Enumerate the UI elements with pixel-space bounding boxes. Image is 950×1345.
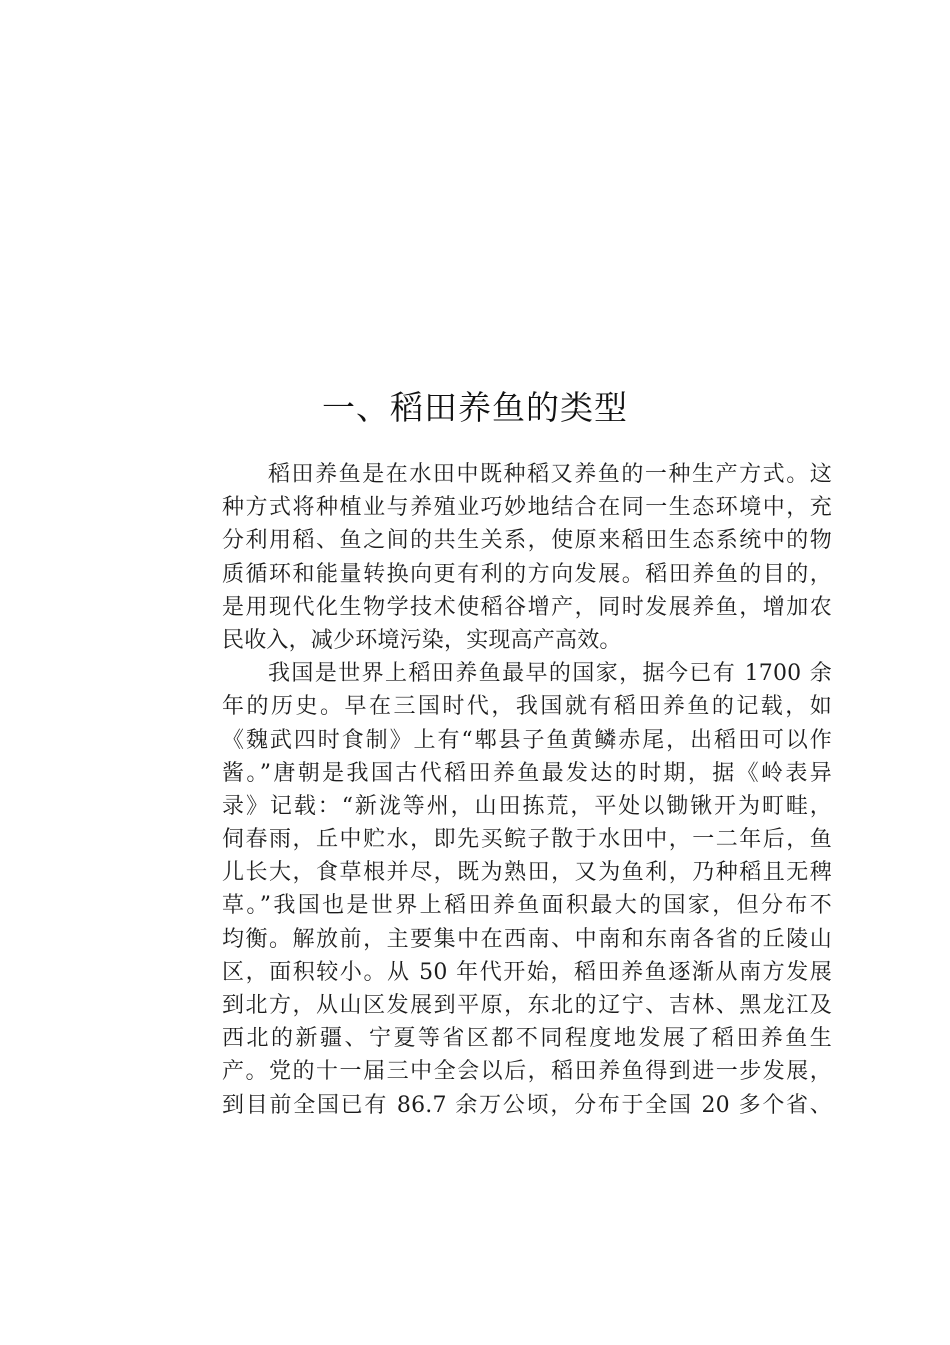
paragraph-2-line: 均衡。解放前，主要集中在西南、中南和东南各省的丘陵山: [222, 926, 832, 952]
paragraph-2-line: 产。党的十一届三中全会以后，稻田养鱼得到进一步发展，: [222, 1059, 832, 1085]
paragraph-2-line: 年的历史。早在三国时代，我国就有稻田养鱼的记载，如: [222, 694, 832, 720]
paragraph-2-line: 西北的新疆、宁夏等省区都不同程度地发展了稻田养鱼生: [222, 1026, 832, 1052]
paragraph-1-line: 质循环和能量转换向更有利的方向发展。稻田养鱼的目的，: [222, 561, 832, 587]
paragraph-1-line: 稻田养鱼是在水田中既种稻又养鱼的一种生产方式。这: [268, 462, 832, 487]
paragraph-2-line: 到目前全国已有 86.7 余万公顷，分布于全国 20 多个省、: [222, 1092, 832, 1118]
paragraph-2-line: 到北方，从山区发展到平原，东北的辽宁、吉林、黑龙江及: [222, 993, 832, 1018]
paragraph-2-line: 草。”我国也是世界上稻田养鱼面积最大的国家，但分布不: [222, 893, 832, 919]
paragraph-2-line: 酱。”唐朝是我国古代稻田养鱼最发达的时期，据《岭表异: [222, 760, 832, 786]
chapter-title: 一、稻田养鱼的类型: [322, 388, 628, 427]
paragraph-2-line: 伺春雨，丘中贮水，即先买鲩子散于水田中，一二年后，鱼: [222, 827, 832, 853]
paragraph-1-line: 民收入，减少环境污染，实现高产高效。: [222, 627, 622, 653]
paragraph-1-line: 种方式将种植业与养殖业巧妙地结合在同一生态环境中，充: [222, 495, 832, 521]
paragraph-2-line: 区，面积较小。从 50 年代开始，稻田养鱼逐渐从南方发展: [222, 959, 832, 985]
paragraph-1-line: 是用现代化生物学技术使稻谷增产，同时发展养鱼，增加农: [222, 594, 832, 620]
paragraph-1-line: 分利用稻、鱼之间的共生关系，使原来稻田生态系统中的物: [222, 528, 832, 554]
paragraph-2-line: 儿长大，食草根并尽，既为熟田，又为鱼利，乃种稻且无稗: [222, 860, 832, 886]
body-text: [222, 458, 832, 1122]
paragraph-2-line: 我国是世界上稻田养鱼最早的国家，据今已有 1700 余: [268, 661, 832, 687]
paragraph-2-line: 《魏武四时食制》上有“郫县子鱼黄鳞赤尾，出稻田可以作: [222, 727, 832, 753]
paragraph-2-line: 录》记载：“新泷等州，山田拣荒，平处以锄锹开为町畦，: [222, 793, 832, 819]
